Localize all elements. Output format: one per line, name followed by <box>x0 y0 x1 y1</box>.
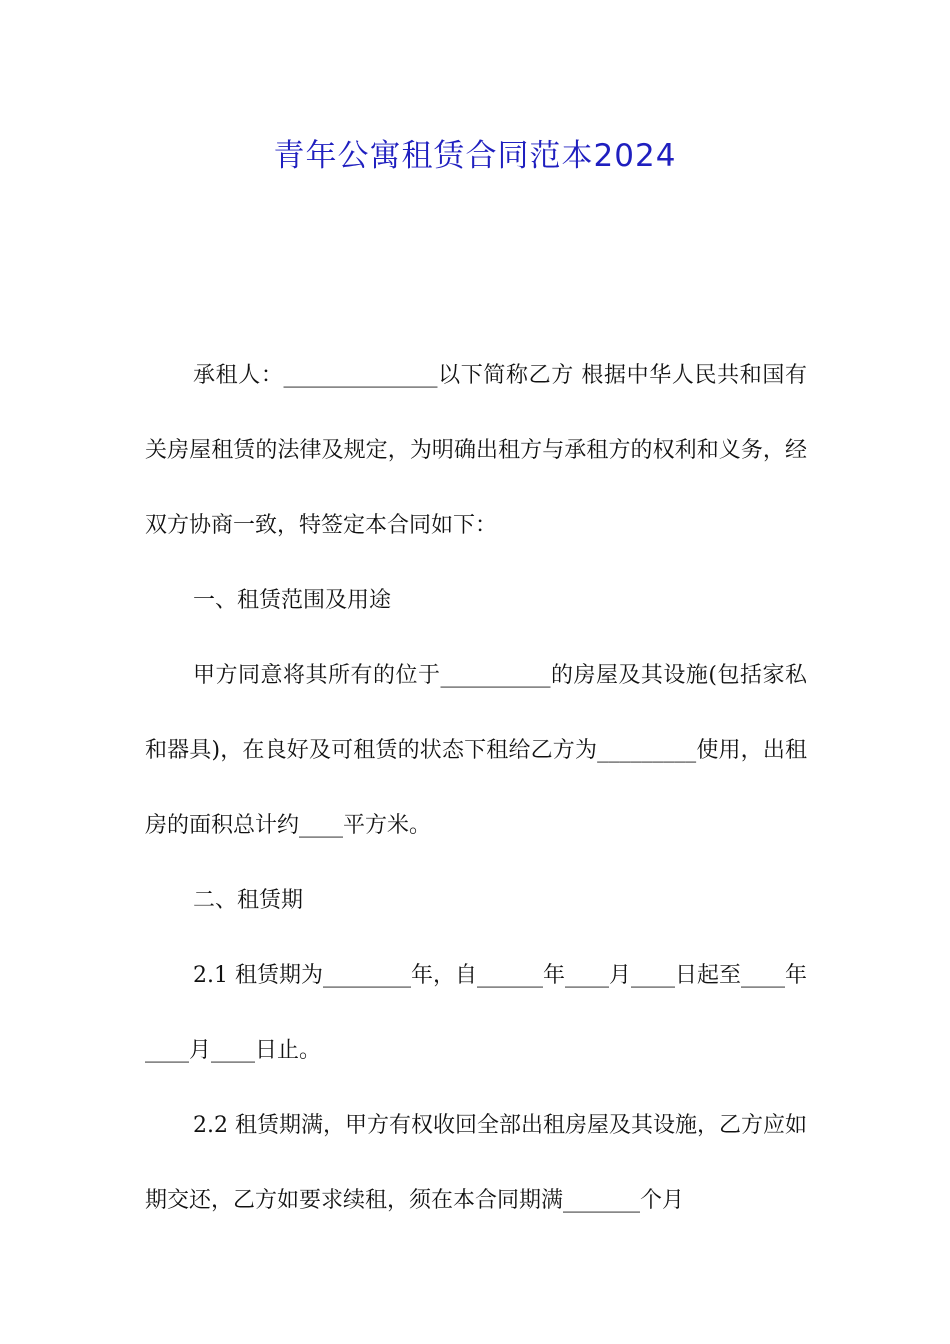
section-heading-lease-scope: 一、租赁范围及用途 <box>193 588 392 613</box>
paragraph-clause-2-1: 2.1 租赁期为________年，自______年____月____日起至____年____月____日止。 <box>145 963 807 1063</box>
paragraph-lease-scope: 甲方同意将其所有的位于__________的房屋及其设施(包括家私和器具)，在良好及可租赁的状态下租给乙方为_________使用，出租房的面积总计约____平方米。 <box>145 663 807 838</box>
document-title: 青年公寓租赁合同范本2024 <box>273 138 677 174</box>
section-heading-lease-term: 二、租赁期 <box>193 888 304 913</box>
paragraph-clause-2-2: 2.2 租赁期满，甲方有权收回全部出租房屋及其设施，乙方应如期交还，乙方如要求续租，须在本合同期满_______个月 <box>145 1113 807 1213</box>
document-body <box>145 338 807 1238</box>
paragraph-preamble: 承租人：______________以下简称乙方 根据中华人民共和国有关房屋租赁的法律及规定，为明确出租方与承租方的权利和义务，经双方协商一致，特签定本合同如下： <box>145 363 807 538</box>
